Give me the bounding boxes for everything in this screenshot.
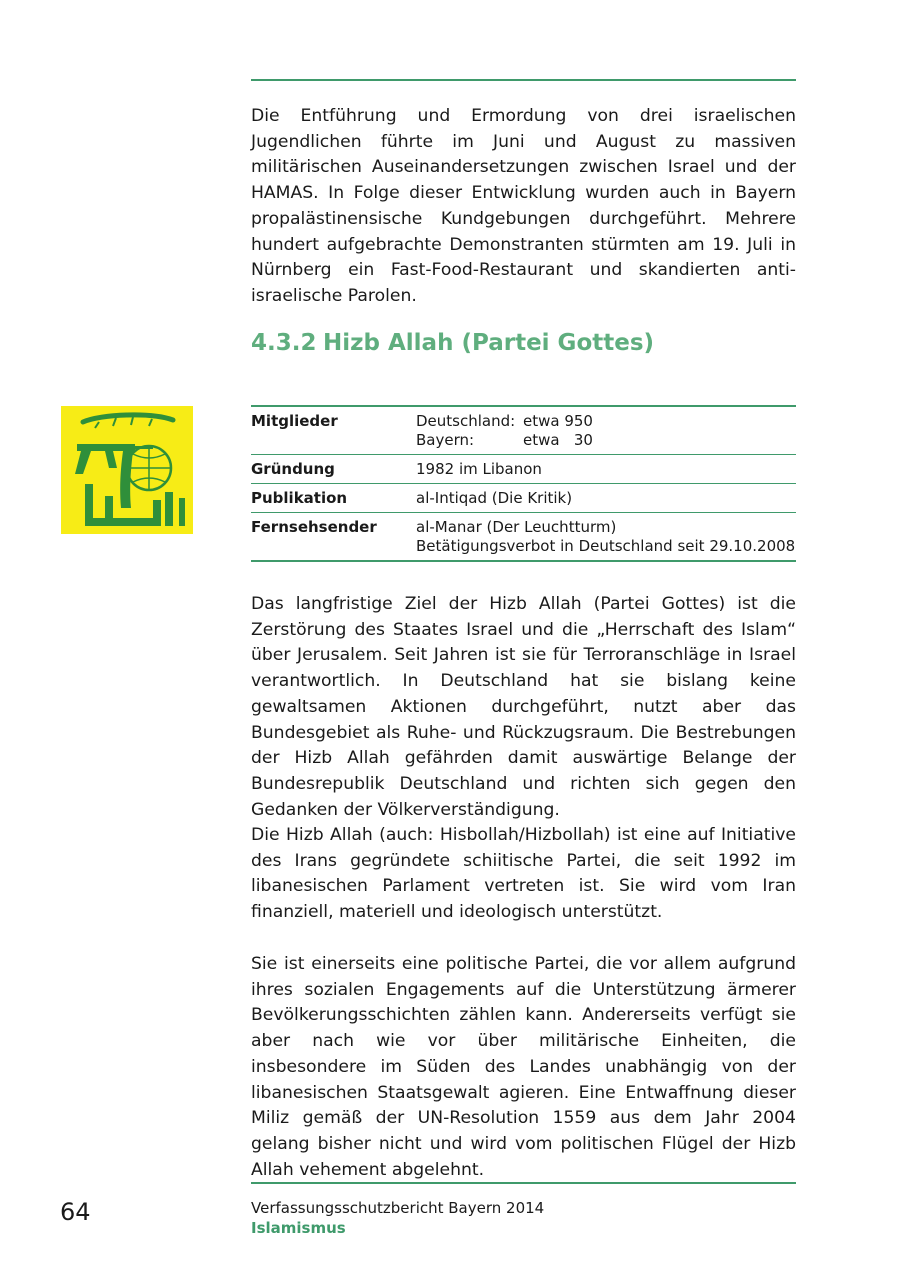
- facts-row-founding: [251, 455, 796, 484]
- members-germany-value: etwa 950: [523, 412, 593, 430]
- members-bavaria-value: etwa 30: [523, 431, 593, 449]
- footer-report-title: Verfassungsschutzbericht Bayern 2014: [251, 1199, 545, 1217]
- members-label: Mitglieder: [251, 412, 338, 430]
- members-value: [416, 406, 796, 455]
- section-title: Hizb Allah (Partei Gottes): [323, 330, 655, 356]
- hizb-allah-logo-icon: [61, 406, 193, 534]
- page-number: 64: [60, 1198, 91, 1226]
- body-paragraph-2: Die Hizb Allah (auch: Hisbollah/Hizbollah) ist eine auf Initiative des Irans gegründete schiitische Partei, die seit 1992 im libanesischen Parlament vertreten ist. Sie wird vom Iran finanziell, materiell und ideologisch unterstützt.: [251, 825, 796, 923]
- footer-chapter: Islamismus: [251, 1219, 346, 1237]
- publication-value: al-Intiqad (Die Kritik): [416, 484, 796, 513]
- top-rule: [251, 79, 796, 81]
- section-number: 4.3.2: [251, 330, 317, 356]
- tv-value-line-1: al-Manar (Der Leuchtturm): [416, 518, 617, 536]
- members-bavaria-label: Bayern:: [416, 431, 475, 449]
- founding-value: 1982 im Libanon: [416, 455, 796, 484]
- publication-label: Publikation: [251, 484, 416, 513]
- intro-paragraph: Die Entführung und Ermordung von drei israelischen Jugendlichen führte im Juni und August zu massiven militärischen Auseinandersetzungen zwischen Israel und der HAMAS. In Folge dieser Entwicklung wurden auch in Bayern propalästinensische Kundgebungen durchgeführt. Mehrere hundert aufgebrachte Demonstranten stürmten am 19. Juli in Nürnberg ein Fast-Food-Restaurant und skandierten anti-israelische Parolen.: [251, 106, 796, 306]
- footer-rule: [251, 1182, 796, 1184]
- members-germany-label: Deutschland:: [416, 412, 516, 430]
- tv-label: Fernsehsender: [251, 513, 416, 562]
- tv-value-line-2: Betätigungsverbot in Deutschland seit 29.10.2008: [416, 537, 796, 555]
- facts-row-publication: [251, 484, 796, 513]
- facts-row-tv: [251, 513, 796, 562]
- tv-value: [416, 513, 796, 562]
- body-paragraph-3: Sie ist einerseits eine politische Partei, die vor allem aufgrund ihres sozialen Engagements auf die Unterstützung ärmerer Bevölkerungsschichten zählen kann. Andererseits verfügt sie aber nach wie vor über militärische Einheiten, die insbesondere im Süden des Landes unabhängig von der libanesischen Staatsgewalt agieren. Eine Entwaffnung dieser Miliz gemäß der UN-Resolution 1559 aus dem Jahr 2004 gelang bisher nicht und wird vom politischen Flügel der Hizb Allah vehement abgelehnt.: [251, 954, 796, 1180]
- facts-table: [251, 405, 796, 562]
- facts-row-members: [251, 406, 796, 455]
- body-paragraph-1: Das langfristige Ziel der Hizb Allah (Partei Gottes) ist die Zerstörung des Staates Israel und die „Herrschaft des Islam“ über Jerusalem. Seit Jahren ist sie für Terroranschläge in Israel verantwortlich. In Deutschland hat sie bislang keine gewaltsamen Aktionen durchgeführt, nutzt aber das Bundesgebiet als Ruhe- und Rückzugsraum. Die Bestrebungen der Hizb Allah gefährden damit auswärtige Belange der Bundesrepublik Deutschland und richten sich gegen den Gedanken der Völkerverständigung.: [251, 594, 796, 820]
- section-heading: [251, 330, 654, 356]
- founding-label: Gründung: [251, 455, 416, 484]
